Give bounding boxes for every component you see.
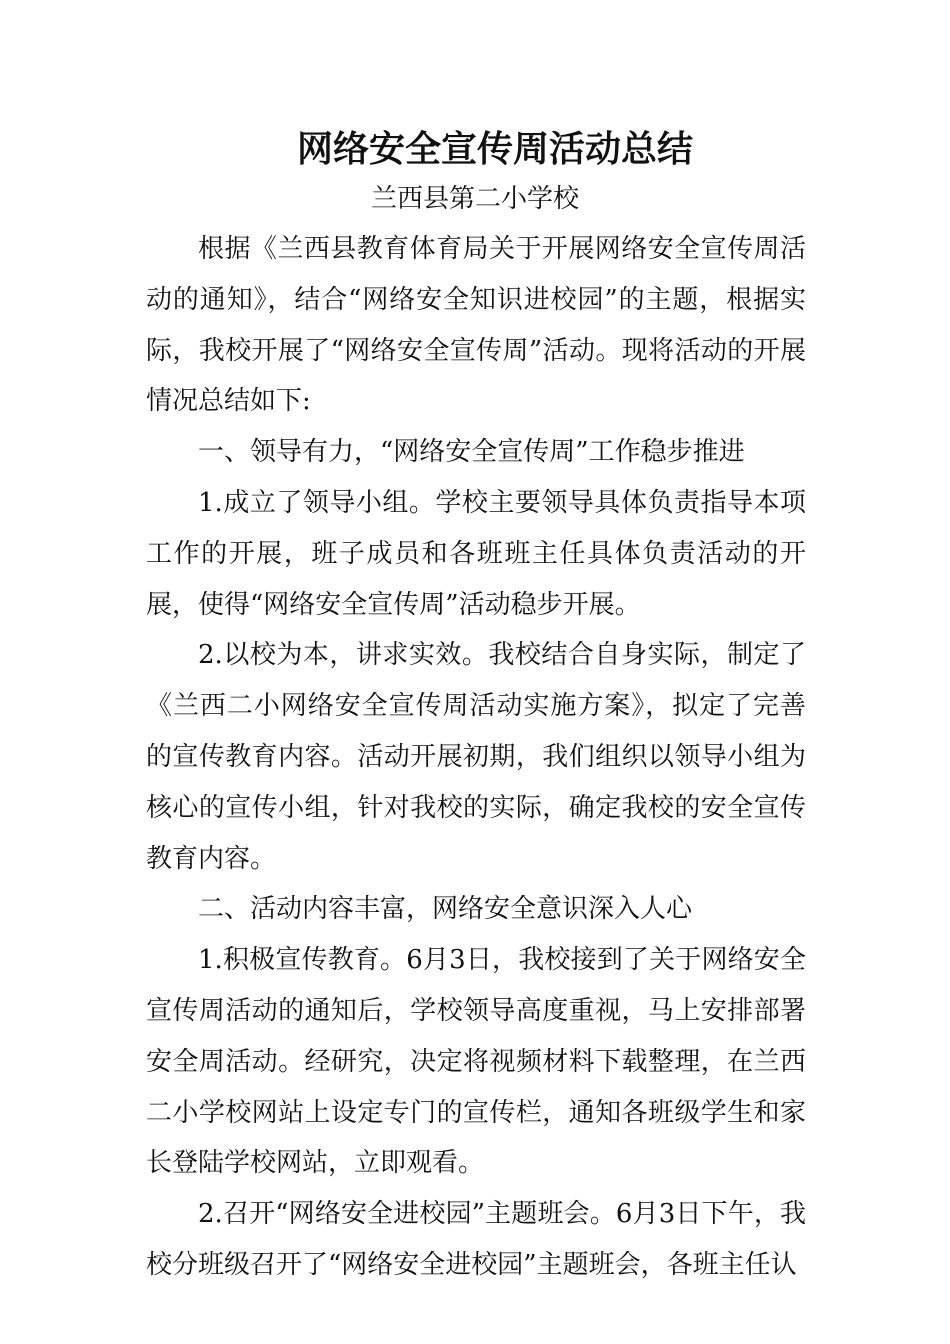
section-heading-1: 一、领导有力，“网络安全宣传周”工作稳步推进 [198,437,745,468]
document-body [146,224,806,1291]
section-1-item-1: 1.成立了领导小组。学校主要领导具体负责指导本项工作的开展，班子成员和各班班主任具体负责活动的开展，使得“网络安全宣传周”活动稳步开展。 [146,487,806,620]
section-1-item-2: 2.以校为本，讲求实效。我校结合自身实际，制定了《兰西二小网络安全宣传周活动实施方案》，拟定了完善的宣传教育内容。活动开展初期，我们组织以领导小组为核心的宣传小组，针对我校的实际，确定我校的安全宣传教育内容。 [146,640,806,874]
document-title: 网络安全宣传周活动总结 [296,129,693,170]
intro-paragraph: 根据《兰西县教育体育局关于开展网络安全宣传周活动的通知》，结合“网络安全知识进校园”的主题，根据实际，我校开展了“网络安全宣传周”活动。现将活动的开展情况总结如下: [146,234,806,417]
section-2-item-2: 2.召开“网络安全进校园”主题班会。6月3日下午，我校分班级召开了“网络安全进校园”主题班会，各班主任认 [146,1199,806,1280]
section-2-item-1: 1.积极宣传教育。6月3日，我校接到了关于网络安全宣传周活动的通知后，学校领导高度重视，马上安排部署安全周活动。经研究，决定将视频材料下载整理，在兰西二小学校网站上设定专门的宣传栏，通知各班级学生和家长登陆学校网站，立即观看。 [146,945,806,1179]
section-heading-2: 二、活动内容丰富，网络安全意识深入人心 [198,894,693,925]
document-subtitle: 兰西县第二小学校 [370,184,579,214]
